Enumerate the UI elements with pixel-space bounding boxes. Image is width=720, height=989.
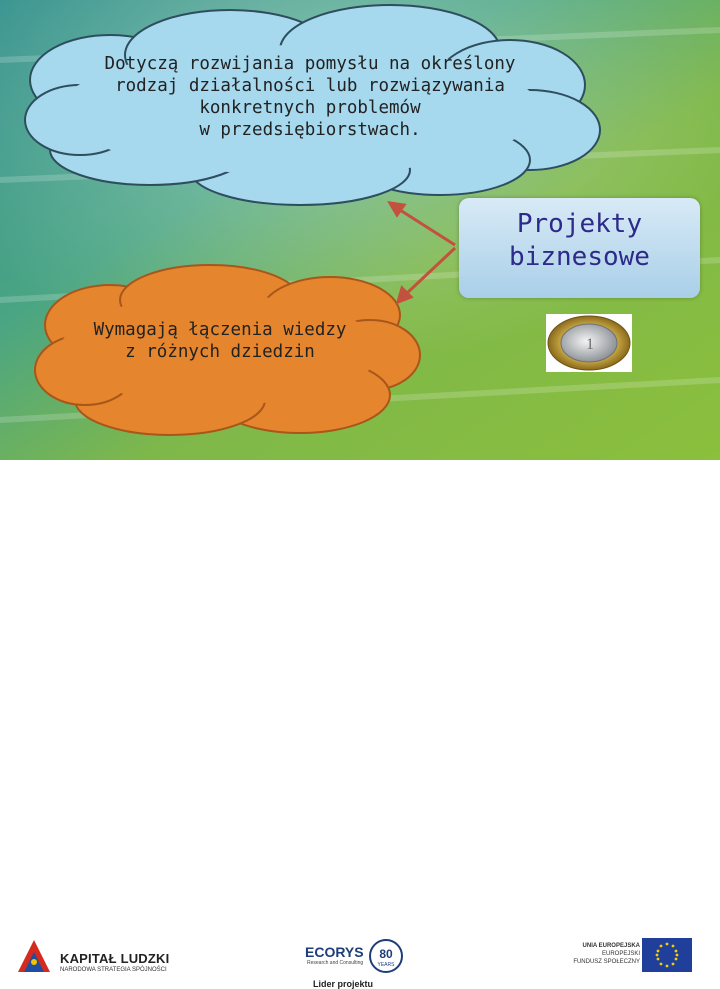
cloud-text <box>60 54 560 142</box>
eu-line2: EUROPEJSKI <box>601 951 640 958</box>
title-line: Projekty <box>516 209 643 239</box>
eu-line3: FUNDUSZ SPOŁECZNY <box>573 959 640 966</box>
kapital-ludzki-subtitle: NARODOWA STRATEGIA SPÓJNOŚCI <box>60 967 167 973</box>
eu-flag-icon <box>642 938 692 972</box>
cloud-line: Dotyczą rozwijania pomysłu na określony <box>104 54 516 74</box>
kapital-ludzki-name: KAPITAŁ LUDZKI <box>60 951 170 966</box>
ecorys-name: ECORYS <box>305 944 364 960</box>
blob-line: z różnych dziedzin <box>125 341 315 362</box>
svg-text:1: 1 <box>586 336 594 353</box>
cloud-line: konkretnych problemów <box>199 97 421 118</box>
kapital-ludzki-logo-icon <box>14 936 54 976</box>
ecorys-leader-label: Lider projektu <box>313 979 374 989</box>
footer-logos <box>0 460 720 989</box>
ecorys-80-years-badge-icon <box>368 938 404 974</box>
slide-canvas <box>0 0 720 460</box>
cloud-line: rodzaj działalności lub rozwiązywania <box>115 75 505 96</box>
title-line: biznesowe <box>509 241 650 272</box>
ecorys-badge-sub: YEARS <box>377 962 395 968</box>
euro-coin-image <box>546 314 632 372</box>
blob-line: Wymagają łączenia wiedzy <box>93 320 347 340</box>
cloud-line: w przedsiębiorstwach. <box>199 119 421 140</box>
blob-text <box>55 320 385 364</box>
eu-label <box>560 942 640 966</box>
eu-line1: UNIA EUROPEJSKA <box>582 943 640 949</box>
ecorys-badge-number: 80 <box>379 947 393 961</box>
slide-title <box>459 208 700 273</box>
ecorys-subtitle: Research and Consulting <box>307 960 364 966</box>
